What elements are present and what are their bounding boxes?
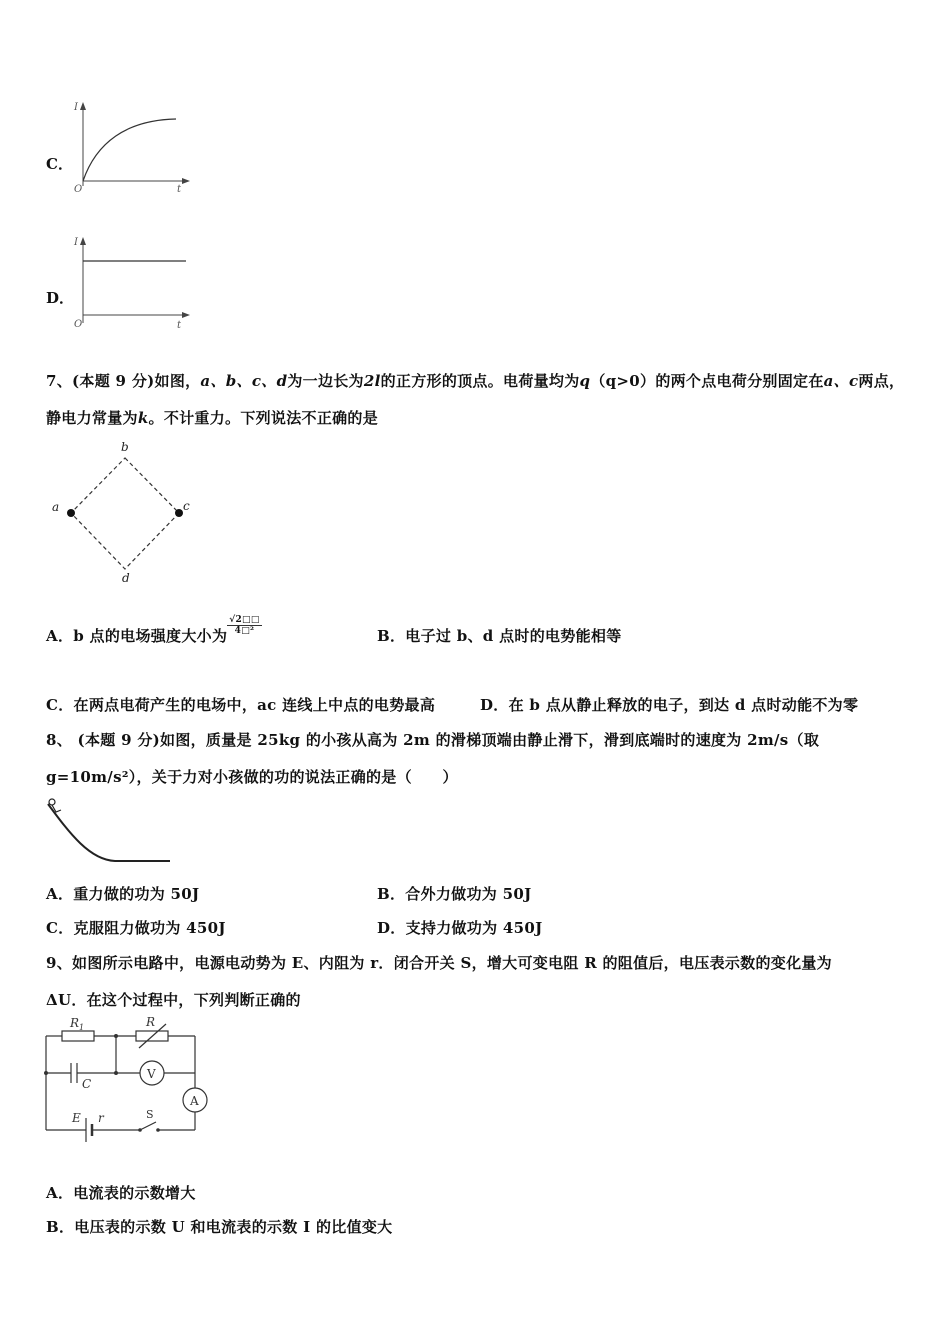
q6-option-c-label: C．	[46, 155, 73, 173]
x-axis-label: t	[177, 320, 182, 331]
vertex-b-label: b	[121, 440, 129, 454]
q6-option-d-label: D．	[46, 289, 75, 307]
q7-option-a-fraction: $\frac{√2□□}{\text{4□²}}$	[229, 614, 260, 636]
resistor-r1	[62, 1031, 94, 1041]
q9-option-b: B．电压表的示数 U 和电流表的示数 I 的比值变大	[46, 1218, 393, 1236]
q7-option-d: D．在 b 点从静止释放的电子，到达 d 点时动能不为零	[480, 696, 859, 714]
q9-option-a: A．电流表的示数增大	[46, 1184, 196, 1202]
q8-option-a: A．重力做的功为 50J	[46, 885, 200, 903]
c-label: C	[82, 1077, 92, 1091]
q7-stem-line1: 7、(本题 9 分)如图，a、b、c、d为一边长为2l的正方形的顶点。电荷量均为q（q>0）的两个点电荷分别固定在a、c两点，	[46, 372, 905, 390]
q6-option-c-graph	[66, 98, 196, 198]
origin-label: O	[74, 319, 83, 330]
vertex-a-label: a	[52, 500, 60, 514]
q9-stem-line1: 9、如图所示电路中，电源电动势为 E、内阻为 r．闭合开关 S，增大可变电阻 R 的阻值后，电压表示数的变化量为	[46, 954, 832, 972]
y-axis-label: I	[74, 237, 78, 248]
q6-option-d-graph	[66, 233, 196, 333]
switch-label: S	[146, 1108, 154, 1121]
vertex-d-label: d	[122, 571, 130, 585]
q8-option-c: C．克服阻力做功为 450J	[46, 919, 226, 937]
internal-r-label: r	[98, 1111, 104, 1125]
charge-c	[175, 509, 183, 517]
q8-option-d: D．支持力做功为 450J	[377, 919, 543, 937]
r-label: R	[146, 1015, 156, 1029]
origin-label: O	[74, 184, 83, 195]
q8-stem-line2: g=10m/s²），关于力对小孩做的功的说法正确的是（ ）	[46, 768, 458, 786]
e-label: E	[72, 1111, 81, 1125]
r1-label: $R_1$	[70, 1016, 85, 1032]
q7-option-c: C．在两点电荷产生的电场中，ac 连线上中点的电势最高	[46, 696, 436, 714]
q8-option-b: B．合外力做功为 50J	[377, 885, 532, 903]
ammeter-label: A	[190, 1094, 199, 1108]
x-axis-label: t	[177, 184, 182, 195]
child-head	[49, 799, 55, 805]
q7-stem-line2: 静电力常量为k。不计重力。下列说法不正确的是	[46, 409, 379, 427]
y-axis-label: I	[74, 102, 78, 113]
vertex-c-label: c	[183, 499, 190, 513]
q9-circuit-diagram	[40, 1014, 215, 1149]
switch-s	[140, 1122, 156, 1130]
charge-a	[67, 509, 75, 517]
q9-stem-line2: ΔU．在这个过程中，下列判断正确的	[46, 991, 301, 1009]
q8-slide-diagram	[40, 794, 180, 866]
q8-stem-line1: 8、 (本题 9 分)如图，质量是 25kg 的小孩从高为 2m 的滑梯顶端由静止滑下，滑到底端时的速度为 2m/s（取	[46, 731, 820, 749]
q7-square-diagram	[46, 436, 206, 586]
q7-option-a: A．b 点的电场强度大小为 $\frac{√2□□}{\text{4□²}}$	[46, 614, 260, 645]
q7-option-b: B．电子过 b、d 点时的电势能相等	[377, 627, 622, 645]
voltmeter-label: V	[147, 1067, 156, 1081]
